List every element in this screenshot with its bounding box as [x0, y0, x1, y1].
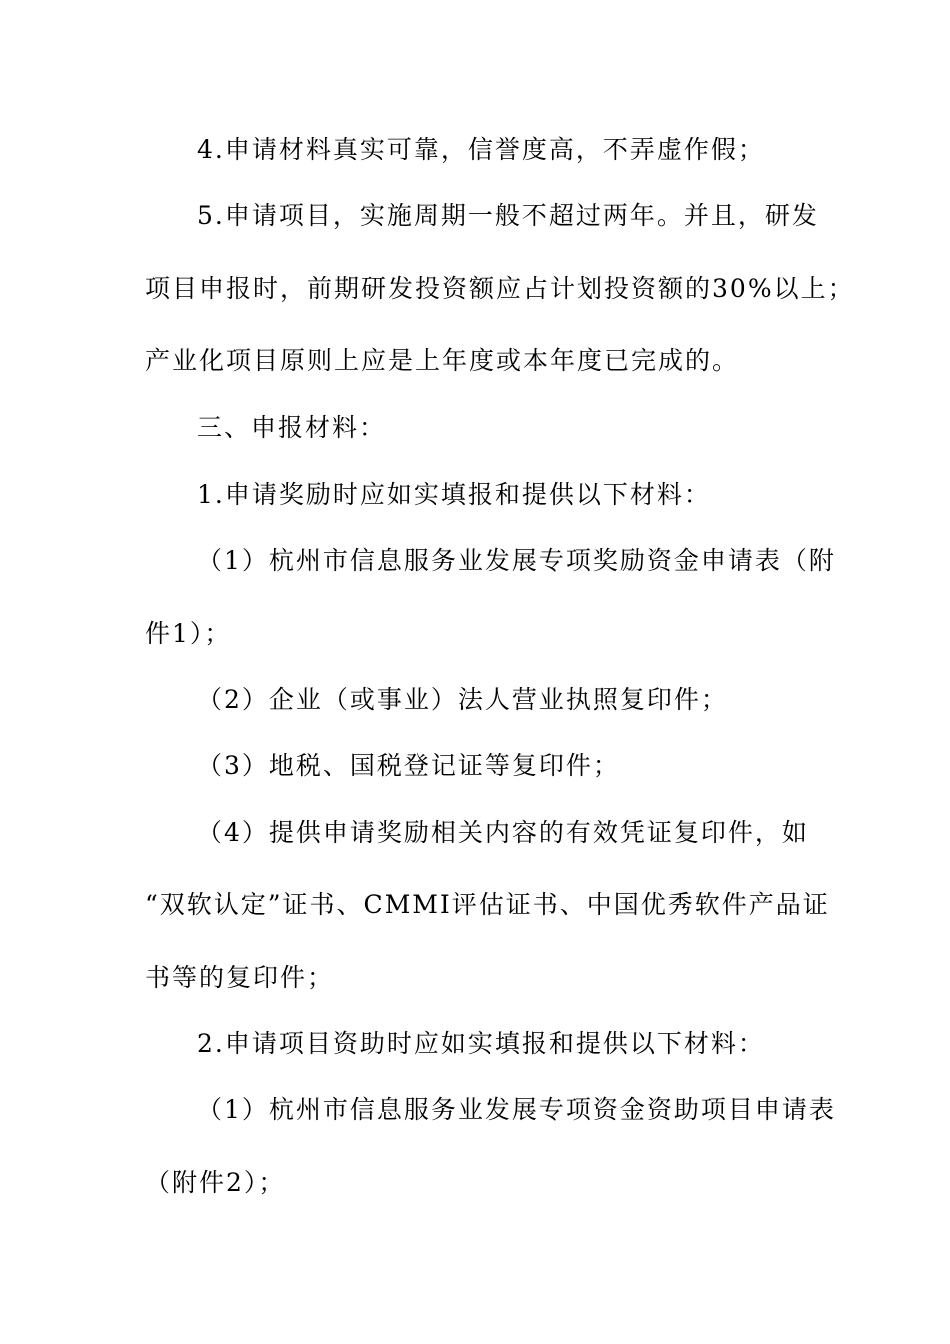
section-heading-materials: 三、申报材料： [197, 413, 387, 442]
sub-item-1-award-application-form-cont: 件1）； [145, 619, 232, 648]
sub-item-4-valid-certificates-cont-2: 书等的复印件； [145, 963, 335, 992]
item-5-project-period-cont-2: 产业化项目原则上应是上年度或本年度已完成的。 [145, 346, 740, 375]
item-5-project-period-cont-1: 项目申报时，前期研发投资额应占计划投资额的30%以上； [145, 274, 855, 303]
sub-item-1-funding-application-form-cont: （附件2）； [145, 1168, 286, 1197]
sub-item-2-business-license: （2）企业（或事业）法人营业执照复印件； [197, 685, 728, 714]
item-2-funding-materials: 2.申请项目资助时应如实填报和提供以下材料： [197, 1029, 765, 1058]
sub-item-1-funding-application-form: （1）杭州市信息服务业发展专项资金资助项目申请表 [197, 1095, 836, 1124]
sub-item-1-award-application-form: （1）杭州市信息服务业发展专项奖励资金申请表（附 [197, 546, 836, 575]
sub-item-4-valid-certificates-cont-1: “双软认定”证书、CMMI评估证书、中国优秀软件产品证 [145, 890, 830, 919]
item-5-project-period: 5.申请项目，实施周期一般不超过两年。并且，研发 [197, 201, 819, 230]
sub-item-3-tax-registration: （3）地税、国税登记证等复印件； [197, 751, 620, 780]
item-4-authentic-materials: 4.申请材料真实可靠，信誉度高，不弄虚作假； [197, 135, 765, 164]
item-1-award-materials: 1.申请奖励时应如实填报和提供以下材料： [197, 480, 711, 509]
sub-item-4-valid-certificates: （4）提供申请奖励相关内容的有效凭证复印件，如 [197, 818, 809, 847]
